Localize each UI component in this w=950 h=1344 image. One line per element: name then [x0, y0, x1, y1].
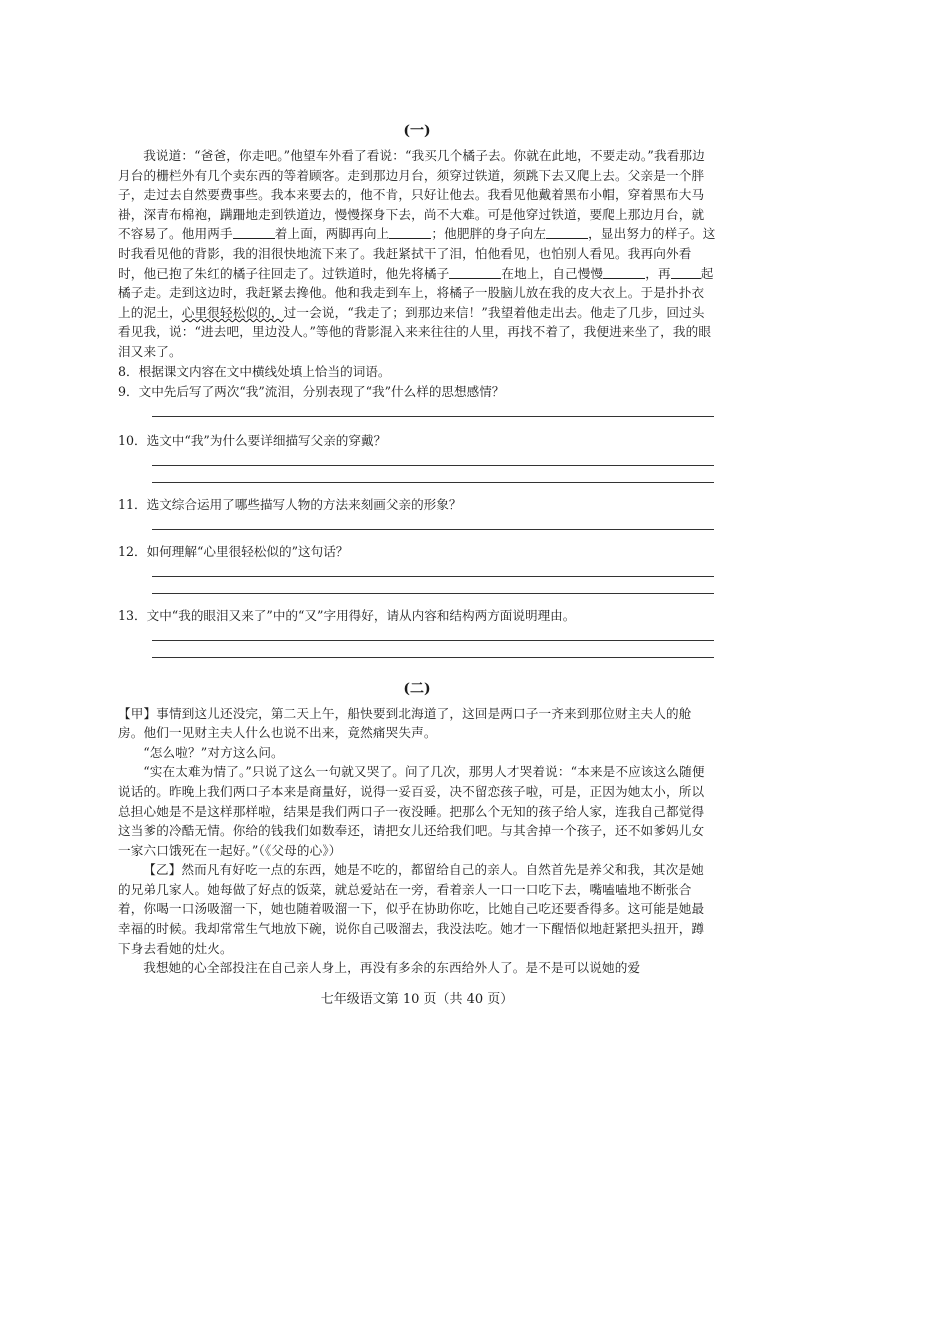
section-one-heading: (一) — [403, 123, 431, 139]
passage-text: ，显出努力的样子。这时我看见他的背影，我的泪很快地流下来了。我赶紧拭干了泪，怕他看见，也怕别人看见。我再向外看时，他已抱了朱红的橘子往回走了。过铁道时，他先将橘子 — [118, 226, 716, 281]
answer-line[interactable] — [152, 576, 714, 577]
question-10: 10．选文中“我”为什么要详细描写父亲的穿戴？ — [118, 432, 387, 448]
passage-text: 着上面，两脚再向上 — [274, 226, 390, 242]
page-footer: 七年级语文第 10 页（共 40 页） — [320, 991, 514, 1007]
page-content — [118, 120, 716, 1007]
section-two-heading: (二) — [403, 680, 431, 697]
fill-blank-3[interactable] — [546, 226, 588, 239]
passage-yi: 【乙】然而凡有好吃一点的东西，她是不吃的，都留给自己的亲人。自然首先是养父和我，其次是她的兄弟几家人。她每做了好点的饭菜，就总爱站在一旁，看着亲人一口一口吃下去，嘴嗑嗑地不断张合着，你喝一口汤吸溜一下，她也随着吸溜一下，似乎在协助你吃，比她自己吃还要香得多。这可能是她最幸福的时候。我却常常生气地放下碗，说你自己吸溜去，我没法吃。她才一下醒悟似地赶紧把头扭开，蹲下身去看她的灶火。 — [118, 862, 705, 956]
passage-jia: 【甲】事情到这儿还没完，第二天上午，船快要到北海道了，这回是两口子一齐来到那位财主夫人的舱房。他们一见财主夫人什么也说不出来，竟然痛哭失声。 — [118, 705, 692, 741]
answer-line[interactable] — [152, 657, 714, 658]
answer-line[interactable] — [152, 416, 714, 417]
passage-text: 我说道：“爸爸，你走吧。”他望车外看了看说：“我买几个橘子去。你就在此地，不要走动。”我看那边月台的栅栏外有几个卖东西的等着顾客。走到那边月台，须穿过铁道，须跳下去又爬上去。父亲是一个胖子，走过去自然要费事些。我本来要去的，他不肯，只好让他去。我看见他戴着黑布小帽，穿着黑布大马褂，深青布棉袍，蹒跚地走到铁道边，慢慢探身下去，尚不大难。可是他穿过铁道，要爬上那边月台，就不容易了。他用两手 — [118, 148, 705, 242]
passage-text: ；他肥胖的身子向左 — [431, 226, 547, 242]
wavy-underlined-phrase: 心里很轻松似的， — [181, 304, 284, 320]
passage-text: ，再 — [645, 265, 671, 281]
passage-yi-continued: 我想她的心全部投注在自己亲人身上，再没有多余的东西给外人了。是不是可以说她的爱 — [143, 960, 641, 976]
fill-blank-6[interactable] — [671, 266, 701, 279]
answer-line[interactable] — [152, 482, 714, 483]
answer-line[interactable] — [152, 640, 714, 641]
passage-text: 在地上，自己慢慢 — [501, 265, 604, 281]
fill-blank-5[interactable] — [603, 266, 645, 279]
section-one-passage — [118, 146, 716, 362]
fill-blank-1[interactable] — [233, 226, 275, 239]
question-13: 13．文中“我的眼泪又来了”中的“又”字用得好，请从内容和结构两方面说明理由。 — [118, 607, 576, 623]
passage-text: 起橘子走。走到这边时，我赶紧去搀他。他和我走到车上，将橘子一股脑儿放在我的皮大衣上。于是扑扑衣上的泥土， — [118, 265, 714, 320]
fill-blank-2[interactable] — [389, 226, 431, 239]
question-11: 11．选文综合运用了哪些描写人物的方法来刻画父亲的形象？ — [118, 496, 462, 512]
passage-jia-dialogue: “怎么啦？”对方这么问。 — [143, 744, 284, 760]
question-12: 12．如何理解“心里很轻松似的”这句话？ — [118, 543, 349, 559]
answer-line[interactable] — [152, 529, 714, 530]
passage-text: 过一会说，“我走了；到那边来信！”我望着他走出去。他走了几步，回过头看见我，说：“进去吧，里边没人。”等他的背影混入来来往往的人里，再找不着了，我便进来坐了，我的眼泪又来了。 — [118, 304, 712, 359]
fill-blank-4[interactable] — [449, 266, 501, 279]
question-9: 9．文中先后写了两次“我”流泪，分别表现了“我”什么样的思想感情？ — [118, 383, 505, 399]
answer-line[interactable] — [152, 465, 714, 466]
question-8: 8．根据课文内容在文中横线处填上恰当的词语。 — [118, 363, 391, 379]
answer-line[interactable] — [152, 593, 714, 594]
passage-jia-dialogue: “实在太难为情了。”只说了这么一句就又哭了。问了几次，那男人才哭着说：“本来是不应该这么随便说话的。昨晚上我们两口子本来是商量好，说得一妥百妥，决不留恋孩子啦，可是，正因为她太小，所以总担心她是不是这样那样啦，结果是我们两口子一夜没睡。把那么个无知的孩子给人家，连我自己都觉得这当爹的冷酷无情。你给的钱我们如数奉还，请把女儿还给我们吧。与其舍掉一个孩子，还不如爹妈儿女一家六口饿死在一起好。”（《父母的心》） — [118, 764, 705, 858]
